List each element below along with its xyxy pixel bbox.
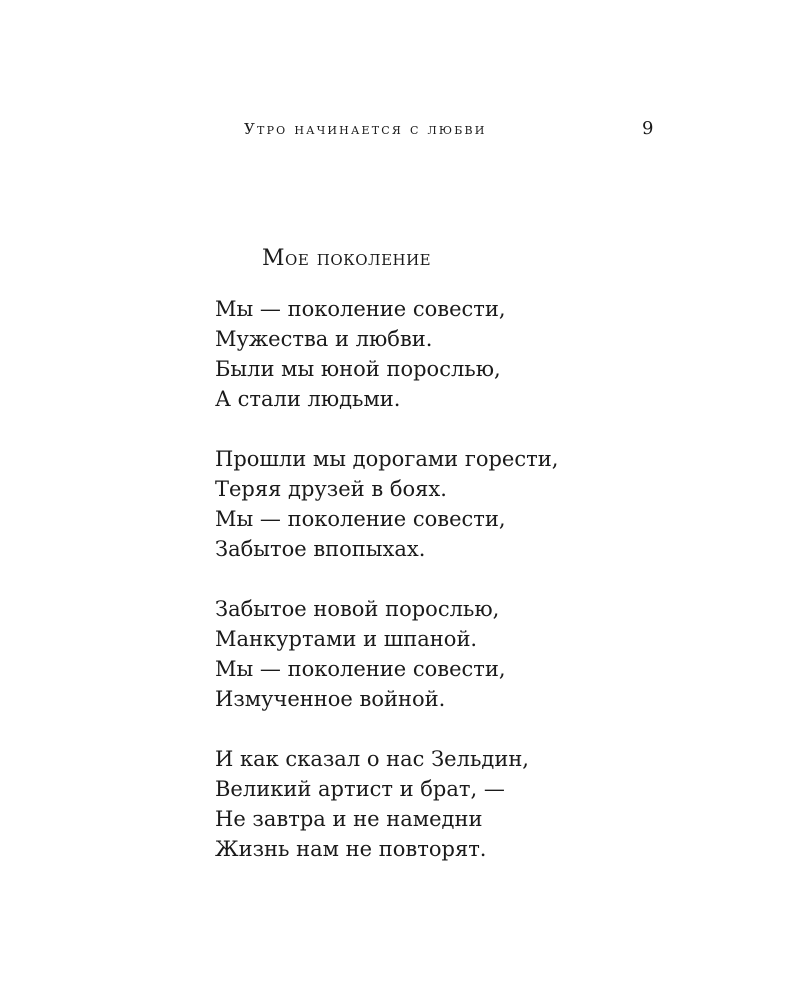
poem-line: Мы — поколение совести, (215, 507, 506, 531)
poem-title: Мое поколение (262, 246, 432, 271)
stanza (215, 744, 558, 864)
stanza (215, 294, 558, 414)
poem-line: Жизнь нам не повторят. (215, 837, 487, 861)
stanza (215, 444, 558, 564)
stanza (215, 594, 558, 714)
poem-line: Измученное войной. (215, 687, 446, 711)
poem-line: Теряя друзей в боях. (215, 477, 447, 501)
running-head: Утро начинается с любви (244, 120, 487, 138)
poem-line: Забытое новой порослью, (215, 597, 500, 621)
poem-line: Мы — поколение совести, (215, 657, 506, 681)
poem-line: Не завтра и не намедни (215, 807, 483, 831)
page-number: 9 (642, 118, 654, 139)
poem-line: Манкуртами и шпаной. (215, 627, 478, 651)
poem-line: Мужества и любви. (215, 327, 433, 351)
poem-line: Мы — поколение совести, (215, 297, 506, 321)
poem-line: И как сказал о нас Зельдин, (215, 747, 529, 771)
poem-line: Забытое впопыхах. (215, 537, 426, 561)
poem-line: Прошли мы дорогами горести, (215, 447, 559, 471)
poem-line: Великий артист и брат, — (215, 777, 505, 801)
poem-body (215, 294, 558, 894)
poem-line: Были мы юной порослью, (215, 357, 501, 381)
poem-line: А стали людьми. (215, 387, 401, 411)
